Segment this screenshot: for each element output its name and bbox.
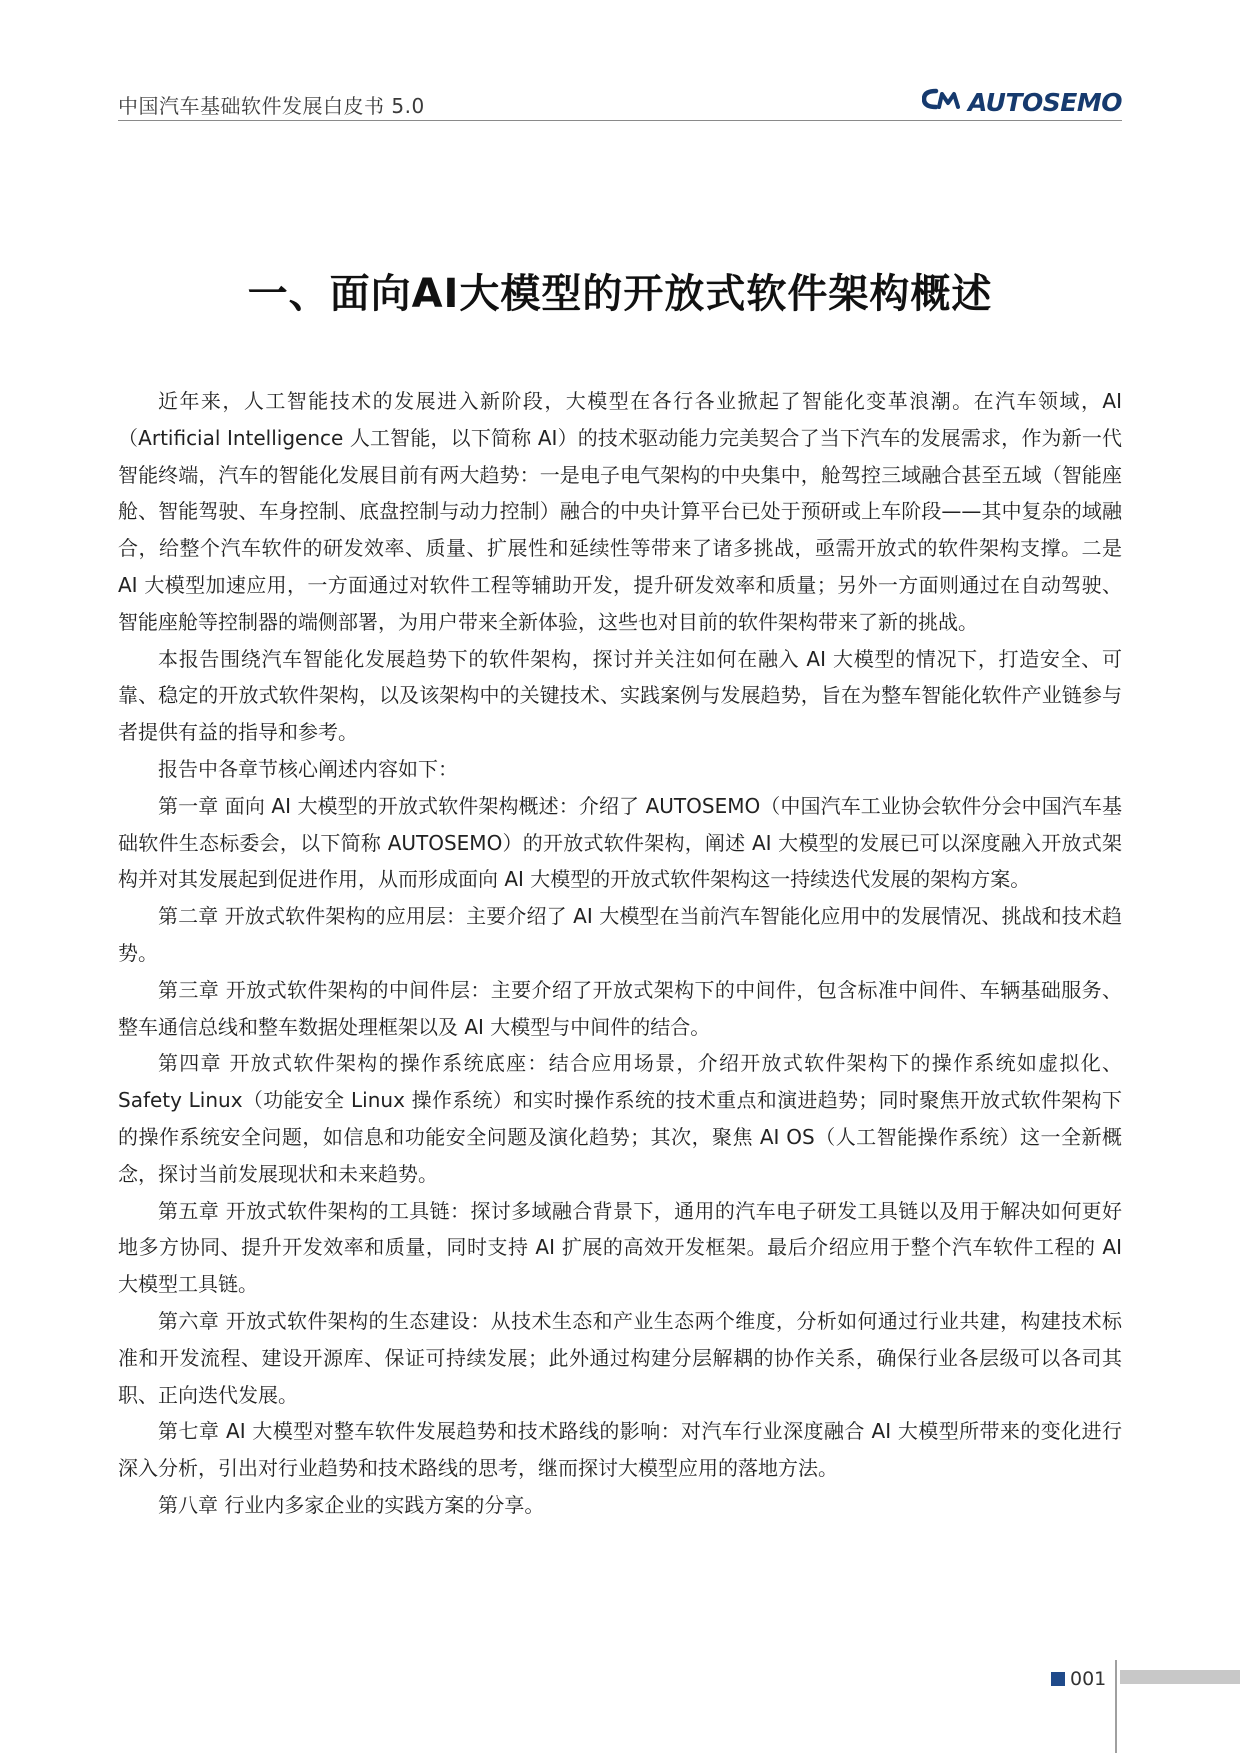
paragraph-chapter-6: 第六章 开放式软件架构的生态建设：从技术生态和产业生态两个维度，分析如何通过行业共建，构建技术标准和开发流程、建设开源库、保证可持续发展；此外通过构建分层解耦的协作关系，确保行业各层级可以各司其职、正向迭代发展。	[118, 1308, 1122, 1407]
paragraph-report-scope: 本报告围绕汽车智能化发展趋势下的软件架构，探讨并关注如何在融入 AI 大模型的情况下，打造安全、可靠、稳定的开放式软件架构，以及该架构中的关键技术、实践案例与发展趋势，旨在为整车智能化软件产业链参与者提供有益的指导和参考。	[118, 646, 1122, 745]
paragraph-chapter-4: 第四章 开放式软件架构的操作系统底座：结合应用场景，介绍开放式软件架构下的操作系统如虚拟化、Safety Linux（功能安全 Linux 操作系统）和实时操作系统的技术重点和演进趋势；同时聚焦开放式软件架构下的操作系统安全问题，如信息和功能安全问题及演化趋势；其次，聚焦 AI OS（人工智能操作系统）这一全新概念，探讨当前发展现状和未来趋势。	[118, 1051, 1122, 1186]
footer-divider	[1115, 1660, 1117, 1753]
chapter-title: 一、面向AI大模型的开放式软件架构概述	[247, 271, 993, 317]
paragraph-intro: 近年来，人工智能技术的发展进入新阶段，大模型在各行各业掀起了智能化变革浪潮。在汽车领域，AI（Artificial Intelligence 人工智能，以下简称 AI）的技术驱动能力完美契合了当下汽车的发展需求，作为新一代智能终端，汽车的智能化发展目前有两大趋势：一是电子电气架构的中央集中，舱驾控三域融合甚至五域（智能座舱、智能驾驶、车身控制、底盘控制与动力控制）融合的中央计算平台已处于预研或上车阶段——其中复杂的域融合，给整个汽车软件的研发效率、质量、扩展性和延续性等带来了诸多挑战，亟需开放式的软件架构支撑。二是 AI 大模型加速应用，一方面通过对软件工程等辅助开发，提升研发效率和质量；另外一方面则通过在自动驾驶、智能座舱等控制器的端侧部署，为用户带来全新体验，这些也对目前的软件架构带来了新的挑战。	[118, 389, 1122, 634]
footer-bar	[1120, 1670, 1240, 1684]
paragraph-chapter-overview-lead: 报告中各章节核心阐述内容如下：	[158, 756, 458, 781]
paragraph-chapter-2: 第二章 开放式软件架构的应用层：主要介绍了 AI 大模型在当前汽车智能化应用中的发展情况、挑战和技术趋势。	[118, 904, 1122, 965]
cm-logo-icon	[922, 88, 962, 116]
page-number-text: 001	[1070, 1668, 1107, 1690]
body-text	[118, 383, 1122, 1524]
square-marker-icon	[1051, 1672, 1065, 1686]
paragraph-chapter-3: 第三章 开放式软件架构的中间件层：主要介绍了开放式架构下的中间件，包含标准中间件、车辆基础服务、整车通信总线和整车数据处理框架以及 AI 大模型与中间件的结合。	[118, 977, 1122, 1039]
paragraph-chapter-1: 第一章 面向 AI 大模型的开放式软件架构概述：介绍了 AUTOSEMO（中国汽车工业协会软件分会中国汽车基础软件生态标委会，以下简称 AUTOSEMO）的开放式软件架构，阐述 AI 大模型的发展已可以深度融入开放式架构并对其发展起到促进作用，从而形成面向 AI 大模型的开放式软件架构这一持续迭代发展的架构方案。	[118, 793, 1122, 892]
paragraph-chapter-7: 第七章 AI 大模型对整车软件发展趋势和技术路线的影响：对汽车行业深度融合 AI 大模型所带来的变化进行深入分析，引出对行业趋势和技术路线的思考，继而探讨大模型应用的落地方法。	[118, 1419, 1122, 1481]
paragraph-chapter-8: 第八章 行业内多家企业的实践方案的分享。	[158, 1492, 545, 1517]
header-divider	[118, 120, 1122, 121]
paragraph-chapter-5: 第五章 开放式软件架构的工具链：探讨多域融合背景下，通用的汽车电子研发工具链以及用于解决如何更好地多方协同、提升开发效率和质量，同时支持 AI 扩展的高效开发框架。最后介绍应用于整个汽车软件工程的 AI 大模型工具链。	[118, 1198, 1122, 1297]
page-number	[1051, 1668, 1106, 1690]
cm-logo-mark-icon	[922, 88, 962, 110]
autosemo-logo	[922, 88, 1122, 116]
logo-text: AUTOSEMO	[967, 87, 1122, 117]
document-title: 中国汽车基础软件发展白皮书 5.0	[118, 94, 425, 118]
page-header	[118, 86, 1122, 120]
